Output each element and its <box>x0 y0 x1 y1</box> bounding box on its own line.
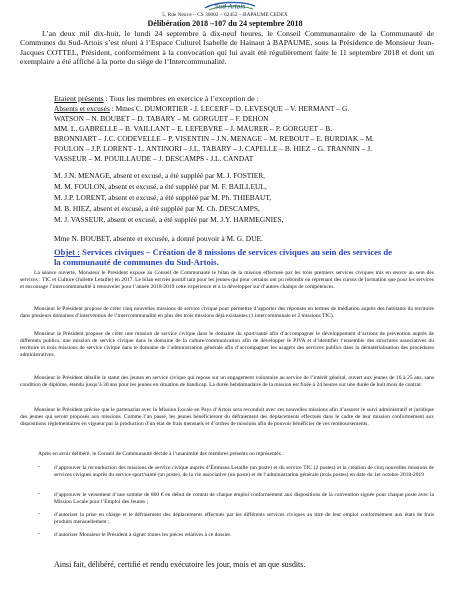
decision-item-1: d’approuver la reconduction des missions de service civique auprès d’Émmaus Letaille (un poste) et du service TIC (2 postes) et la création de cinq nouvelles missions de services civiques auprès du service sport/santé (un poste), de la vie associative (un poste) et de l’administration générale (trois postes) en date du 1er octobre 2018-2019 <box>54 465 434 478</box>
bullet-dash-icon: - <box>38 531 40 537</box>
bullet-dash-icon: - <box>38 511 40 517</box>
body-paragraph-2: Monsieur le Président propose de créer cinq nouvelles missions de service civique pour permettre d’apporter des réponses en termes de médiation auprès des habitants du territoire dans plusieurs domaines d’intervention de l’intercommunalité en plus des trois missions déjà existantes (1 intercommunale et 2 missions TIC). <box>20 306 434 319</box>
body-paragraph-4: Monsieur le Président détaille le statut des jeunes en service civique qui repose sur un engagement volontaire au service de l’intérêt général, ouvert aux jeunes de 16 à 25 ans, sans condition de diplôme, étendu jusqu’à 30 ans pour les jeunes en situation de handicap. La durée hebdomadaire de la mission est fixée à 24 heures sur une durée de huit mois de contrat. <box>20 375 434 388</box>
intro-paragraph: L’an deux mil dix-huit, le lundi 24 septembre à dix-neuf heures, le Conseil Communautaire de la Communauté de Communes du Sud-Artois s’est réuni à l’Espace Culturel Isabelle de Hainaut à BAPAUME, sous la Présidence de Monsieur Jean-Jacques COTTEL, Président, conformément à la convocation qui lui avait été régulièrement faite le 11 septembre 2018 et dont un exemplaire a été affiché à la porte du siège de l’Intercommunalité. <box>20 29 434 66</box>
absents-line-3: MM. L. GABRELLE – B. VAILLANT – E. LEFEBVRE – J. MAURER – P. GORGUET – B. <box>54 124 333 133</box>
body-paragraph-3: Monsieur le Président propose de créer une mission de service civique dans le domaine du sport/santé afin d’accompagner le développement d’actions de prévention auprès de différents publics, une mission de service civique dans le domaine de la culture/communication afin de développer le PIVA et d’identifier l’ensemble des structures associatives du territoire et trois missions de service civique dans le domaine de l’administration générale afin d’accompagner les usagers des services publics dans la dématérialisation des procédures administratives. <box>20 331 434 358</box>
decision-item-3: d’autoriser la prise en charge et le défraiement des déplacements effectués par les différents services civiques au titre de leur emploi conformément aux états de frais produits mensuellement ; <box>54 512 434 525</box>
decision-paragraph: Après en avoir délibéré, le Conseil de Communauté décide à l’unanimité des membres présents ou représentés : <box>38 451 284 457</box>
address-line: 5, Rue Neuve – CS 30002 – 62452 – BAPAUME CEDEX <box>162 12 288 18</box>
supply-line: M. B. HIEZ, absent et excusé, a été suppléé par M. Ch. DESCAMPS, <box>54 204 260 213</box>
supply-line: M. J.N. MENAGE, absent et excusé, a été suppléé par M. J. FOSTIER, <box>54 171 266 180</box>
logo-text: Sud-Artois <box>214 4 246 11</box>
body-paragraph-1: La séance ouverte, Monsieur le Président expose au Conseil de Communauté le bilan de la mission effectuée par les trois premiers services civiques mis en œuvre au sein des services : TIC et Culture (Juliette Letaille) en 2017. Le bilan est très positif tant pour les jeunes qui pour certains ont pu rebondir en reprenant des cursus de formation que pour les services et encourage l’intercommunalité à renouveler pour l’année 2018-2019 cette expérience et à la développer sur d’autres champs de compétences. <box>20 270 434 290</box>
bullet-dash-icon: - <box>38 491 40 497</box>
absents-line-2: WATSON – N. BOUBET – D. TABARY – M. GORGUET – F. DEHON <box>54 114 269 123</box>
supply-line: M. M. FOULON, absent et excusé, a été suppléé par M. F. BAILLEUL, <box>54 182 267 191</box>
supply-line: M. J.P. LORENT, absent et excusé, a été suppléé par M. Ph. THIEBAUT, <box>54 193 272 202</box>
body-paragraph-5: Monsieur le Président précise que le partenariat avec la Mission Locale en Pays d’Artois sera reconduit avec ces nouvelles missions afin d’assurer le suivi administratif et juridique des jeunes qui seront proposés aux missions. Comme l’an passé, les jeunes bénéficieront du défraiement des déplacements effectués dans le cadre de leur mission conformément aux dispositions réglementaires en vigueur par la production d’un état de frais mensuels et d’ordres de missions afin de pouvoir bénéficier de ces remboursements. <box>20 407 434 427</box>
absents-line-4: BRONNIART – J.C. CODEVELLE – P. VISENTIN – J.N. MENAGE – M. REBOUT – E. BURDIAK – M. <box>54 134 375 143</box>
objet-text: Services civiques – Création de 8 missions de services civiques au sein des services de la communauté de communes du Sud-Artois. <box>54 247 392 268</box>
sud-artois-logo <box>203 0 257 11</box>
decision-item-2: d’approuver le versement d’une somme de 800 € en début de contrat de chaque emploi conformément aux dispositions de la convention signée pour chaque poste avec la Mission Locale pour l’Emploi des Jeunes ; <box>54 492 434 505</box>
bullet-dash-icon: - <box>38 464 40 470</box>
closing-line: Ainsi fait, délibéré, certifié et rendu exécutoire les jour, mois et an que susdits. <box>54 560 306 569</box>
pouvoir-line: Mme N. BOUBET, absente et excusée, a donné pouvoir à M. G. DUE. <box>54 234 263 243</box>
supply-line: M. J. VASSEUR, absent et excusé, a été suppléé par M. J.Y. HARMEGNIES, <box>54 215 284 224</box>
absents-line-1: Absents et excusés : Mmes C. DUMORTIER - J. LECERF – D. LEVESQUE – V. HERMANT – G. <box>54 104 350 113</box>
decision-item-4: d’autoriser Monsieur le Président à signer toutes les pièces relatives à ce dossier. <box>54 532 232 538</box>
absents-label: Absents et excusés <box>54 104 110 113</box>
presents-line <box>54 94 259 104</box>
objet-heading <box>54 247 394 267</box>
presents-text: : Tous les membres en exercice à l’exception de : <box>103 94 259 103</box>
deliberation-title: Délibération 2018 –107 du 24 septembre 2018 <box>147 19 303 28</box>
objet-label: Objet : <box>54 247 81 257</box>
absents-line-6: VASSEUR – M. POUILLAUDE – J. DESCAMPS - J.L. CANDAT <box>54 154 254 163</box>
absents-line-5: FOULON – J.P. LORENT - L. ANTINORI – J.L. TABARY – J. CAPELLE – B. HIEZ – G. TRANNIN – J. <box>54 144 372 153</box>
presents-label: Etaient présents <box>54 94 104 103</box>
